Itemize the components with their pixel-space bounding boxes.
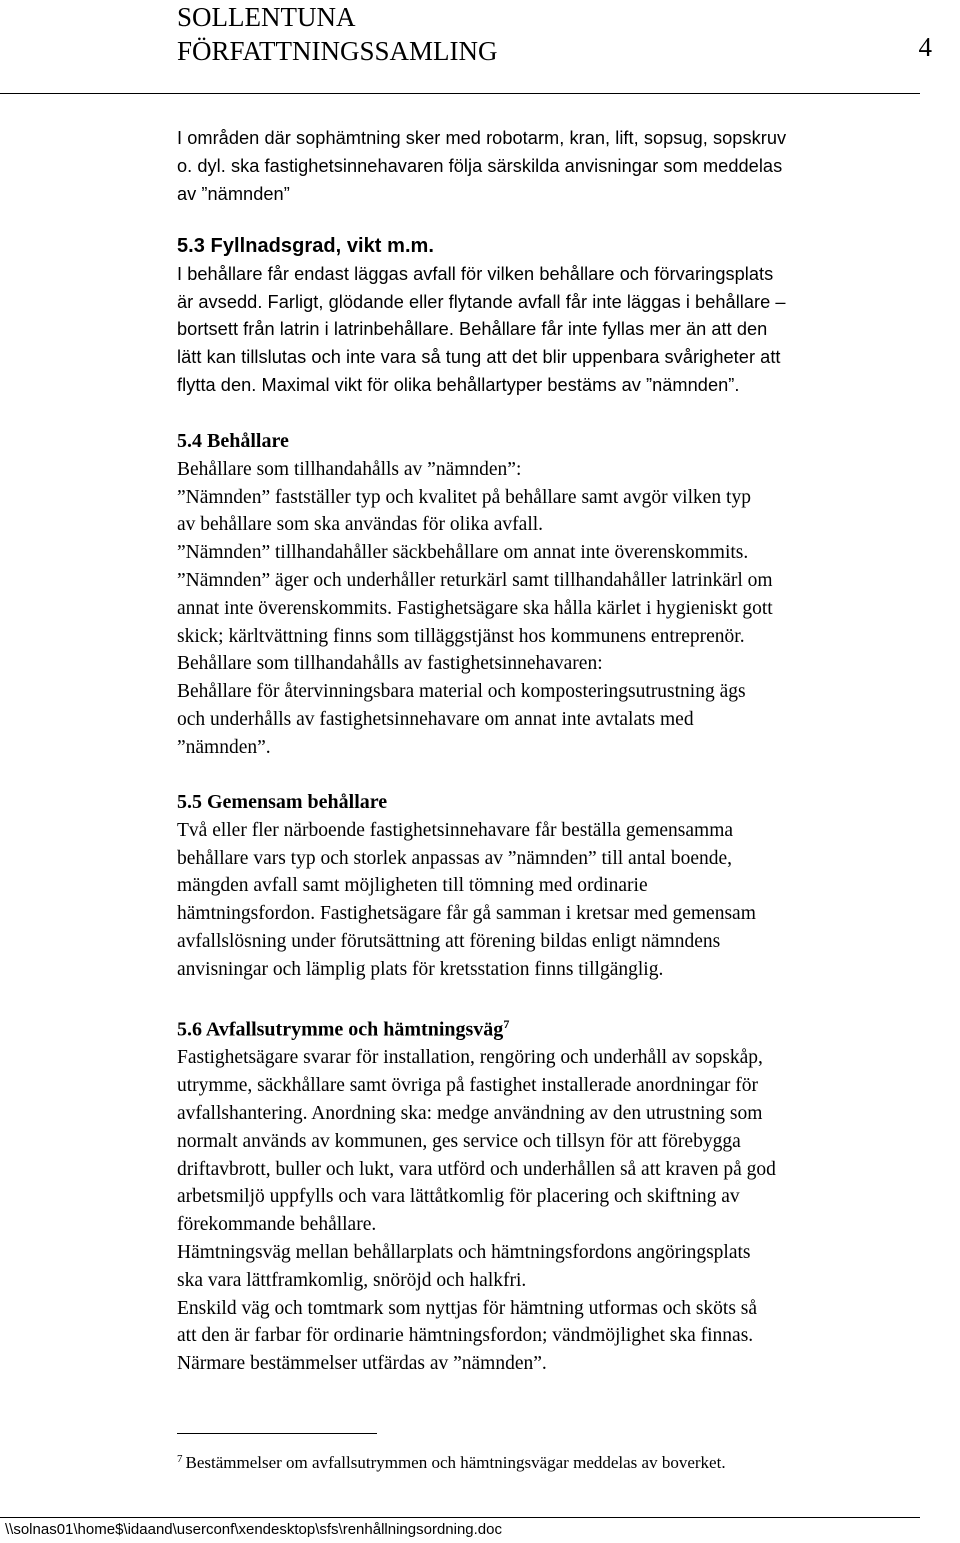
- text-line: ”Nämnden” äger och underhåller returkärl samt tillhandahåller latrinkärl om: [177, 569, 773, 591]
- text-line: Behållare som tillhandahålls av ”nämnden”:: [177, 458, 522, 480]
- text-line: arbetsmiljö uppfylls och vara lättåtkomlig för placering och skiftning av: [177, 1186, 740, 1208]
- text-line: ”nämnden”.: [177, 736, 271, 758]
- text-line: Hämtningsväg mellan behållarplats och hämtningsfordons angöringsplats: [177, 1242, 751, 1264]
- text-line: förekommande behållare.: [177, 1214, 377, 1236]
- section-heading: 5.3 Fyllnadsgrad, vikt m.m.: [177, 235, 434, 257]
- text-line: behållare vars typ och storlek anpassas av ”nämnden” till antal boende,: [177, 847, 733, 869]
- text-line: flytta den. Maximal vikt för olika behållartyper bestäms av ”nämnden”.: [177, 374, 740, 395]
- text-line: utrymme, säckhållare samt övriga på fastighet installerade anordningar för: [177, 1075, 758, 1097]
- text-line: Behållare som tillhandahålls av fastighetsinnehavaren:: [177, 653, 603, 675]
- footer-divider: [0, 1517, 920, 1518]
- text-line: annat inte överenskommits. Fastighetsägare ska hålla kärlet i hygieniskt gott: [177, 597, 773, 619]
- text-line: bortsett från latrin i latrinbehållare. Behållare får inte fyllas mer än att den: [177, 319, 768, 340]
- footnote-text: Bestämmelser om avfallsutrymmen och hämtningsvägar meddelas av boverket.: [185, 1453, 726, 1472]
- text-line: Närmare bestämmelser utfärdas av ”nämnden”.: [177, 1353, 547, 1375]
- footnote-ref[interactable]: 7: [503, 1017, 510, 1031]
- section-heading: 5.5 Gemensam behållare: [177, 791, 388, 813]
- section-5-6: [177, 1011, 937, 1378]
- text-line: Fastighetsägare svarar för installation, rengöring och underhåll av sopskåp,: [177, 1047, 763, 1069]
- section-heading: 5.6 Avfallsutrymme och hämtningsväg$^7$: [177, 1017, 510, 1041]
- text-line: avfallslösning under förutsättning att förening bildas enligt nämndens: [177, 930, 721, 952]
- text-line: Behållare för återvinningsbara material och komposteringsutrustning ägs: [177, 681, 746, 703]
- text-line: av behållare som ska användas för olika avfall.: [177, 514, 544, 536]
- footnote: [177, 1447, 726, 1475]
- text-line: avfallshantering. Anordning ska: medge användning av den utrustning som: [177, 1103, 763, 1125]
- text-line: anvisningar och lämplig plats för kretsstation finns tillgänglig.: [177, 958, 664, 980]
- footnote-separator: [177, 1433, 377, 1434]
- text-line: mängden avfall samt möjligheten till tömning med ordinarie: [177, 875, 648, 897]
- header-collection-title: FÖRFATTNINGSSAMLING: [177, 36, 498, 66]
- text-line: av ”nämnden”: [177, 183, 290, 204]
- text-line: lätt kan tillslutas och inte vara så tung att det blir uppenbara svårigheter att: [177, 347, 781, 368]
- section-5-4: [177, 428, 937, 762]
- text-line: skick; kärltvättning finns som tilläggstjänst hos kommunens entreprenör.: [177, 625, 745, 647]
- header-divider: [0, 93, 920, 94]
- footnote-number: 7: [177, 1453, 183, 1465]
- text-line: ska vara lättframkomlig, snöröjd och halkfri.: [177, 1269, 527, 1291]
- file-path: \\solnas01\home$\idaand\userconf\xendesktop\sfs\renhållningsordning.doc: [5, 1521, 502, 1538]
- section-5-3: [177, 233, 937, 400]
- text-line: är avsedd. Farligt, glödande eller flytande avfall får inte läggas i behållare –: [177, 291, 786, 312]
- intro-paragraph: [177, 125, 937, 208]
- text-line: ”Nämnden” tillhandahåller säckbehållare om annat inte överenskommits.: [177, 542, 749, 564]
- text-line: Enskild väg och tomtmark som nyttjas för hämtning utformas och sköts så: [177, 1297, 758, 1319]
- document-header: [177, 0, 498, 68]
- text-line: ”Nämnden” fastställer typ och kvalitet på behållare samt avgör vilken typ: [177, 486, 751, 508]
- text-line: normalt används av kommunen, ges service och tillsyn för att förebygga: [177, 1130, 741, 1152]
- text-line: o. dyl. ska fastighetsinnehavaren följa särskilda anvisningar som meddelas: [177, 155, 783, 176]
- header-municipality: SOLLENTUNA: [177, 2, 356, 32]
- text-line: hämtningsfordon. Fastighetsägare får gå samman i kretsar med gemensam: [177, 903, 756, 925]
- section-5-5: [177, 789, 937, 984]
- text-line: driftavbrott, buller och lukt, vara utförd och underhållen så att kraven på god: [177, 1158, 776, 1180]
- text-line: Två eller fler närboende fastighetsinnehavare får beställa gemensamma: [177, 819, 734, 841]
- text-line: I områden där sophämtning sker med robotarm, kran, lift, sopsug, sopskruv: [177, 128, 787, 148]
- section-heading: 5.4 Behållare: [177, 430, 289, 452]
- text-line: I behållare får endast läggas avfall för vilken behållare och förvaringsplats: [177, 263, 774, 284]
- text-line: och underhålls av fastighetsinnehavare om annat inte avtalats med: [177, 708, 694, 730]
- page-number: 4: [918, 32, 932, 62]
- text-line: att den är farbar för ordinarie hämtningsfordon; vändmöjlighet ska finnas.: [177, 1325, 754, 1347]
